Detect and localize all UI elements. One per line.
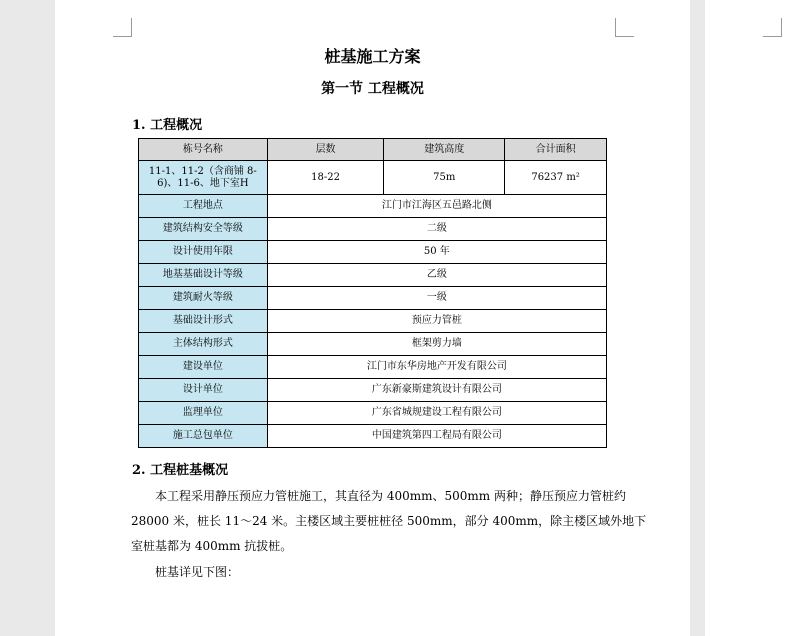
row-label: 基础设计形式 xyxy=(139,310,268,333)
table-header-row xyxy=(139,139,607,161)
height-cell: 75m xyxy=(384,161,505,195)
row-value: 50 年 xyxy=(267,241,606,264)
row-label: 主体结构形式 xyxy=(139,333,268,356)
body-paragraph: 本工程采用静压预应力管桩施工，其直径为 400mm、500mm 两种；静压预应力管桩约 28000 米，桩长 11～24 米。主楼区域主要桩桩径 500mm，部分 400mm，除主楼区域外地下室桩基都为 400mm 抗拔桩。 xyxy=(131,489,647,553)
row-value: 一级 xyxy=(267,287,606,310)
row-value: 广东新豪斯建筑设计有限公司 xyxy=(267,379,606,402)
project-info-table xyxy=(138,138,607,448)
table-row xyxy=(139,379,607,402)
table-header-cell: 栋号名称 xyxy=(139,139,268,161)
row-value: 乙级 xyxy=(267,264,606,287)
document-page xyxy=(55,0,690,636)
row-value: 中国建筑第四工程局有限公司 xyxy=(267,425,606,448)
body-paragraph: 桩基详见下图： xyxy=(155,565,240,579)
row-value: 江门市东华房地产开发有限公司 xyxy=(267,356,606,379)
row-label: 监理单位 xyxy=(139,402,268,425)
page-margin-corner-top-left xyxy=(113,18,132,37)
page-margin-corner-top-left xyxy=(763,18,782,37)
row-value: 二级 xyxy=(267,218,606,241)
next-page-edge xyxy=(705,0,800,636)
table-row xyxy=(139,287,607,310)
table-row xyxy=(139,310,607,333)
row-label: 施工总包单位 xyxy=(139,425,268,448)
floors-cell: 18-22 xyxy=(267,161,384,195)
heading-pile-foundation: 2. 工程桩基概况 xyxy=(132,463,229,478)
building-name-cell: 11-1、11-2（含商铺 8-6)、11-6、地下室H xyxy=(139,161,268,195)
table-row xyxy=(139,425,607,448)
row-label: 建设单位 xyxy=(139,356,268,379)
row-label: 设计单位 xyxy=(139,379,268,402)
table-row xyxy=(139,241,607,264)
row-value: 江门市江海区五邑路北侧 xyxy=(267,195,606,218)
page-margin-corner-top-right xyxy=(615,18,634,37)
table-row xyxy=(139,356,607,379)
row-label: 建筑耐火等级 xyxy=(139,287,268,310)
table-row xyxy=(139,333,607,356)
area-cell: 76237 m² xyxy=(505,161,607,195)
table-row xyxy=(139,218,607,241)
row-label: 设计使用年限 xyxy=(139,241,268,264)
row-label: 工程地点 xyxy=(139,195,268,218)
row-label: 建筑结构安全等级 xyxy=(139,218,268,241)
table-header-cell: 合计面积 xyxy=(505,139,607,161)
section-title: 第一节 工程概况 xyxy=(321,81,424,97)
row-value: 预应力管桩 xyxy=(267,310,606,333)
heading-project-overview: 1. 工程概况 xyxy=(132,118,203,133)
row-value: 框架剪力墙 xyxy=(267,333,606,356)
table-row xyxy=(139,264,607,287)
document-title: 桩基施工方案 xyxy=(324,47,421,66)
table-header-cell: 建筑高度 xyxy=(384,139,505,161)
row-label: 地基基础设计等级 xyxy=(139,264,268,287)
table-row xyxy=(139,195,607,218)
row-value: 广东省城规建设工程有限公司 xyxy=(267,402,606,425)
table-row xyxy=(139,402,607,425)
table-row xyxy=(139,161,607,195)
table-header-cell: 层数 xyxy=(267,139,384,161)
